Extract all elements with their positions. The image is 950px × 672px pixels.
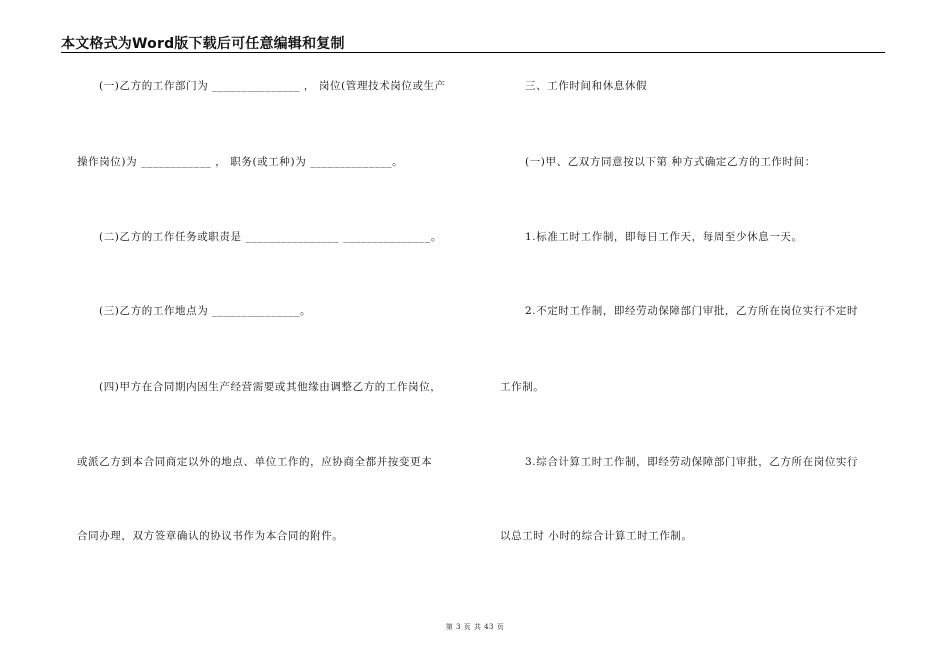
- page-number-footer: 第 3 页 共 43 页: [445, 623, 505, 631]
- paragraph-line: 合同办理，双方签章确认的协议书作为本合同的附件。: [77, 530, 344, 542]
- paragraph-line: (四)甲方在合同期内因生产经营需要或其他缘由调整乙方的工作岗位，: [99, 381, 442, 393]
- paragraph-line: 2.不定时工作制，即经劳动保障部门审批，乙方所在岗位实行不定时: [525, 305, 859, 317]
- paragraph-line: (一)乙方的工作部门为 _______________ ， 岗位(管理技术岗位或生产: [99, 80, 446, 92]
- section-heading: 三、工作时间和休息休假: [525, 80, 648, 92]
- paragraph-line: 操作岗位)为 ____________ ， 职务(或工种)为 ______________。: [77, 156, 404, 168]
- paragraph-line: 3.综合计算工时工作制，即经劳动保障部门审批，乙方所在岗位实行: [525, 456, 859, 468]
- paragraph-line: (三)乙方的工作地点为 _______________。: [99, 305, 312, 317]
- paragraph-line: 以总工时 小时的综合计算工时工作制。: [500, 530, 693, 542]
- paragraph-line: (二)乙方的工作任务或职责是 ________________ _______________。: [99, 231, 442, 243]
- paragraph-line: 或派乙方到本合同商定以外的地点、单位工作的，应协商全都并按变更本: [77, 456, 433, 468]
- paragraph-line: (一)甲、乙双方同意按以下第 种方式确定乙方的工作时间：: [525, 156, 816, 168]
- document-banner: 本文格式为Word版下载后可任意编辑和复制: [61, 36, 345, 52]
- paragraph-line: 1.标准工时工作制，即每日工作天，每周至少休息一天。: [525, 231, 803, 243]
- paragraph-line: 工作制。: [500, 381, 545, 393]
- header-rule: [61, 52, 885, 53]
